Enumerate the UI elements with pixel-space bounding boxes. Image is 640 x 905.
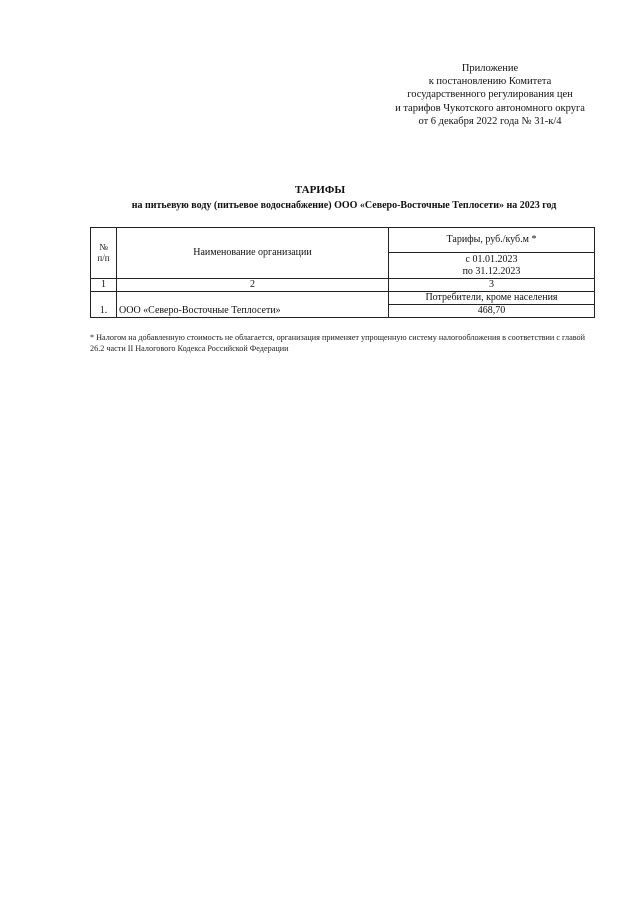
tariff-table — [90, 227, 595, 318]
period-to: по 31.12.2023 — [462, 265, 521, 277]
appendix-line: государственного регулирования цен — [407, 89, 573, 101]
appendix-block — [380, 62, 600, 128]
document-title: ТАРИФЫ — [294, 184, 346, 196]
org-name-column-header: Наименование организации — [117, 228, 389, 279]
appendix-line: к постановлению Комитета — [428, 76, 552, 88]
appendix-line: Приложение — [461, 63, 519, 74]
column-number: 1 — [91, 279, 117, 292]
appendix-line: и тарифов Чукотского автономного округа — [395, 102, 585, 114]
tariffs-column-header: Тарифы, руб./куб.м * — [389, 228, 595, 253]
row-number: 1. — [91, 292, 117, 318]
document-subtitle: на питьевую воду (питьевое водоснабжение) ООО «Северо-Восточные Теплосети» на 2023 год — [131, 200, 557, 211]
footnote: * Налогом на добавленную стоимость не облагается, организация применяет упрощенную систему налогообложения в соответствии с главой 26.2 части II Налогового Кодекса Российской Федерации — [90, 333, 585, 353]
appendix-line: от 6 декабря 2022 года № 31-к/4 — [418, 115, 562, 127]
period-header — [389, 253, 595, 279]
number-column-header: № п/п — [91, 228, 117, 279]
tariff-value: 468,70 — [389, 305, 595, 318]
consumers-label: Потребители, кроме населения — [389, 292, 595, 305]
column-number: 2 — [117, 279, 389, 292]
column-number: 3 — [389, 279, 595, 292]
row-organization: ООО «Северо-Восточные Теплосети» — [117, 292, 389, 318]
period-from: с 01.01.2023 — [465, 253, 518, 265]
